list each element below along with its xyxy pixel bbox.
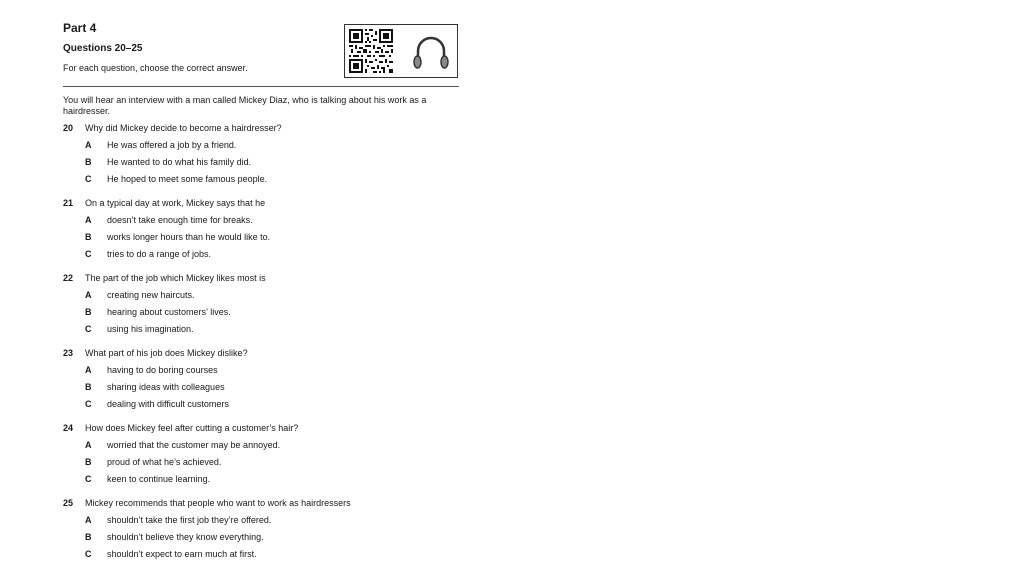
question-text: On a typical day at work, Mickey says that he [85,198,266,208]
question-text: Why did Mickey decide to become a hairdresser? [85,123,282,133]
option-text: having to do boring courses [107,365,218,375]
option-text: creating new haircuts. [107,290,195,300]
audio-media-box [344,24,458,78]
option-text: shouldn’t expect to earn much at first. [107,549,257,559]
option-text: hearing about customers’ lives. [107,307,231,317]
question-20 [63,123,463,198]
option-letter: A [85,440,92,450]
option-letter: A [85,140,92,150]
option-text: dealing with difficult customers [107,399,229,409]
option-text: tries to do a range of jobs. [107,249,212,259]
option-letter: C [85,549,92,559]
option-letter: B [85,157,92,167]
option-letter: C [85,324,92,334]
question-number: 25 [63,498,74,508]
option-text: shouldn’t take the first job they’re offered. [107,515,272,525]
question-text: The part of the job which Mickey likes most is [85,273,266,283]
question-text: What part of his job does Mickey dislike? [85,348,248,358]
option-letter: A [85,365,92,375]
option-text: He hoped to meet some famous people. [107,174,268,184]
option-letter: C [85,249,92,259]
option-letter: C [85,174,92,184]
question-number: 23 [63,348,74,358]
question-text: Mickey recommends that people who want to work as hairdressers [85,498,351,508]
question-23 [63,348,463,423]
option-text: shouldn’t believe they know everything. [107,532,264,542]
question-number: 21 [63,198,74,208]
option-letter: A [85,515,92,525]
question-number: 24 [63,423,74,433]
option-letter: A [85,215,92,225]
option-text: He was offered a job by a friend. [107,140,237,150]
instruction-text: For each question, choose the correct answer. [63,63,248,73]
option-text: doesn’t take enough time for breaks. [107,215,253,225]
questions-range-heading: Questions 20–25 [63,43,143,54]
question-21 [63,198,463,273]
question-22 [63,273,463,348]
option-letter: B [85,382,92,392]
option-text: works longer hours than he would like to. [107,232,271,242]
header-divider [63,86,459,87]
question-text: How does Mickey feel after cutting a customer’s hair? [85,423,299,433]
part-title: Part 4 [63,21,97,35]
headphones-icon[interactable] [411,31,451,73]
option-text: keen to continue learning. [107,474,211,484]
option-letter: C [85,474,92,484]
option-letter: B [85,457,92,467]
question-24 [63,423,463,498]
question-25 [63,498,463,573]
question-number: 22 [63,273,74,283]
option-text: He wanted to do what his family did. [107,157,252,167]
option-letter: B [85,232,92,242]
option-letter: B [85,532,92,542]
option-letter: C [85,399,92,409]
option-letter: B [85,307,92,317]
qr-code-icon[interactable] [349,29,393,73]
question-list [63,123,463,573]
option-text: worried that the customer may be annoyed. [107,440,281,450]
option-text: proud of what he’s achieved. [107,457,222,467]
option-letter: A [85,290,92,300]
question-number: 20 [63,123,74,133]
option-text: using his imagination. [107,324,194,334]
option-text: sharing ideas with colleagues [107,382,225,392]
intro-text: You will hear an interview with a man called Mickey Diaz, who is talking about his work as a hairdresser. [63,95,427,116]
